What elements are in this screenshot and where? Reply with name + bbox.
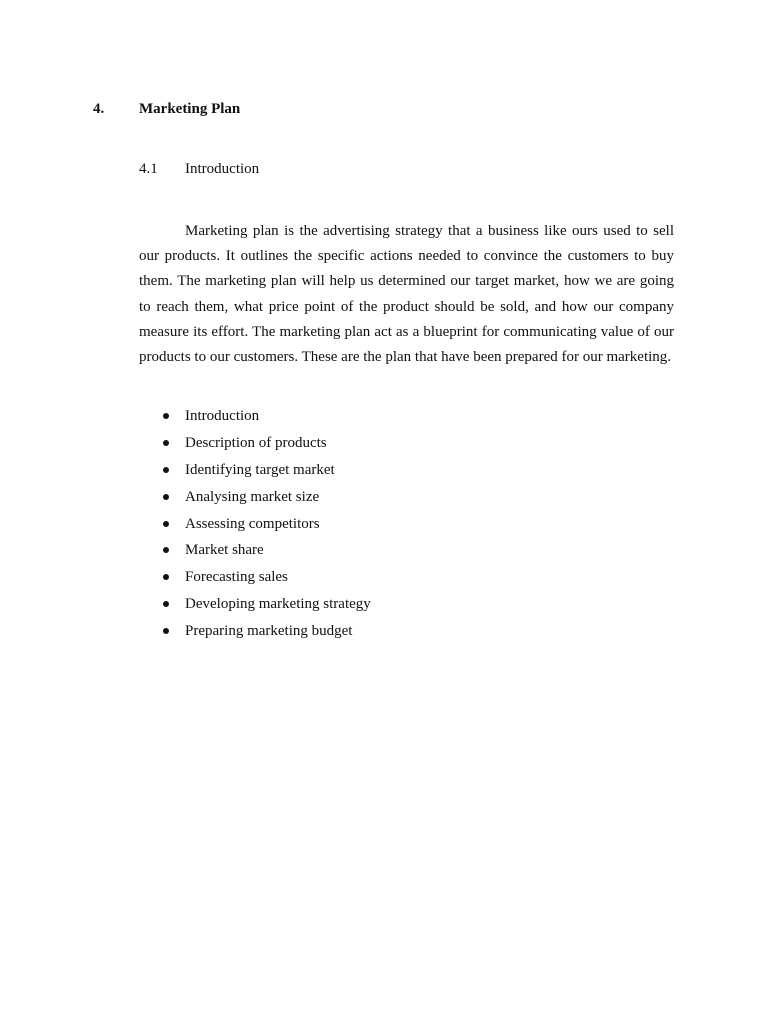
list-item	[139, 460, 371, 487]
section-heading	[93, 101, 240, 118]
list-item	[139, 406, 371, 433]
list-item-text: Assessing competitors	[185, 515, 320, 532]
list-item	[139, 487, 371, 514]
intro-paragraph: Marketing plan is the advertising strategy that a business like ours used to sell our products. It outlines the specific actions needed to convince the customers to buy them. The marketing plan will help us determined our target market, how we are going to reach them, what price point of the product should be sold, and how our company measure its effort. The marketing plan act as a blueprint for communicating value of our products to our customers. These are the plan that have been prepared for our marketing.	[139, 223, 674, 366]
subsection-number: 4.1	[139, 161, 158, 177]
list-item	[139, 514, 371, 541]
bullet-icon	[163, 628, 169, 634]
list-item-text: Developing marketing strategy	[185, 596, 371, 613]
list-item	[139, 540, 371, 567]
subsection-title: Introduction	[185, 161, 260, 177]
list-item	[139, 433, 371, 460]
list-item-text: Market share	[185, 542, 264, 559]
list-item	[139, 567, 371, 594]
list-item-text: Analysing market size	[185, 488, 320, 505]
plan-bullet-list	[139, 406, 371, 648]
list-item	[139, 621, 371, 648]
list-item	[139, 594, 371, 621]
list-item-text: Preparing marketing budget	[185, 623, 353, 640]
section-number: 4.	[93, 101, 105, 117]
subsection-heading	[139, 161, 259, 178]
bullet-icon	[163, 547, 169, 553]
bullet-icon	[163, 494, 169, 500]
list-item-text: Description of products	[185, 434, 327, 451]
list-item-text: Introduction	[185, 408, 260, 424]
bullet-icon	[163, 467, 169, 473]
bullet-icon	[163, 413, 169, 419]
bullet-icon	[163, 574, 169, 580]
bullet-icon	[163, 601, 169, 607]
list-item-text: Forecasting sales	[185, 569, 288, 586]
bullet-icon	[163, 440, 169, 446]
bullet-icon	[163, 521, 169, 527]
list-item-text: Identifying target market	[185, 461, 335, 478]
section-title: Marketing Plan	[139, 101, 241, 117]
